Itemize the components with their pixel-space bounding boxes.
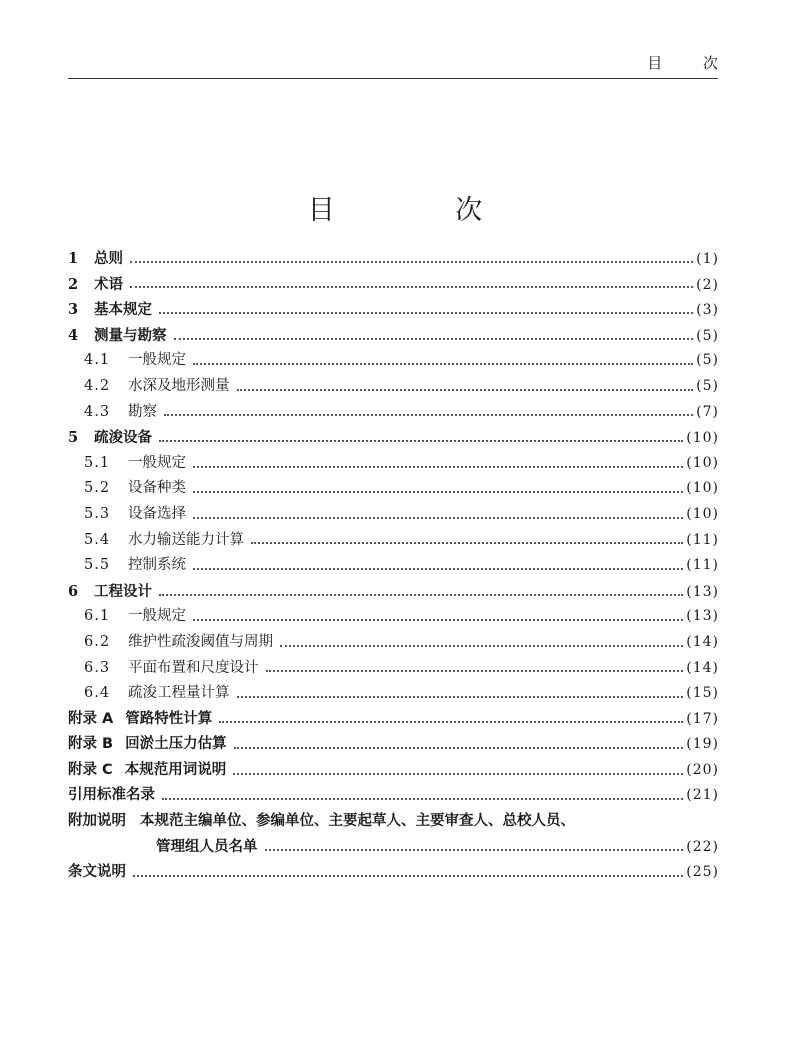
toc-page: (2) xyxy=(696,276,719,293)
toc-page: (10) xyxy=(686,480,719,497)
toc-appendix-entry[interactable] xyxy=(68,758,719,784)
toc-number: 6.2 xyxy=(84,633,111,650)
toc-number: 5.4 xyxy=(84,531,111,548)
leader-dots xyxy=(237,696,684,698)
toc-label: 勘察 xyxy=(128,403,157,420)
toc-appendix-number: 附录 A xyxy=(68,710,114,727)
toc-appendix-entry[interactable] xyxy=(68,707,719,733)
toc-appendix-entry[interactable] xyxy=(68,732,719,758)
leader-dots xyxy=(159,594,683,596)
toc-subentry[interactable] xyxy=(68,476,719,502)
toc-page: (5) xyxy=(696,377,719,394)
toc-page: (19) xyxy=(686,736,719,753)
toc-subentry[interactable] xyxy=(68,502,719,528)
toc-subentry[interactable] xyxy=(68,681,719,707)
leader-dots xyxy=(219,721,683,723)
toc-page: (10) xyxy=(686,430,719,447)
leader-dots xyxy=(193,517,683,519)
leader-dots xyxy=(266,670,684,672)
toc-entry[interactable] xyxy=(68,272,719,298)
toc-number: 2 xyxy=(68,275,79,293)
toc-label: 工程设计 xyxy=(94,583,152,600)
leader-dots xyxy=(265,849,684,851)
toc-label: 控制系统 xyxy=(128,557,186,574)
leader-dots xyxy=(130,286,693,288)
toc-entry-continuation[interactable] xyxy=(68,835,719,861)
toc-number: 5.3 xyxy=(84,505,111,522)
toc-label: 一般规定 xyxy=(128,352,186,369)
leader-dots xyxy=(162,798,683,800)
toc-page: (13) xyxy=(686,608,719,625)
toc-label: 本规范用词说明 xyxy=(124,761,227,778)
toc-page: (3) xyxy=(696,302,719,319)
toc-subentry[interactable] xyxy=(68,451,719,477)
toc-number: 1 xyxy=(68,250,79,267)
toc-label: 管理组人员名单 xyxy=(156,838,258,855)
toc-label: 基本规定 xyxy=(94,302,152,319)
leader-dots xyxy=(193,619,683,621)
toc-number: 5.5 xyxy=(84,557,111,574)
toc-page: (5) xyxy=(696,352,719,369)
toc-label: 引用标准名录 xyxy=(68,787,155,804)
toc-number: 4.2 xyxy=(84,377,111,394)
toc-subentry[interactable] xyxy=(68,528,719,554)
leader-dots xyxy=(251,542,683,544)
leader-dots xyxy=(159,440,683,442)
toc-subentry[interactable] xyxy=(68,630,719,656)
toc-number: 4.1 xyxy=(84,352,111,369)
toc-entry[interactable] xyxy=(68,579,719,605)
toc-page: (11) xyxy=(686,557,719,574)
toc-label: 水深及地形测量 xyxy=(128,377,230,394)
leader-dots xyxy=(193,568,683,570)
leader-dots xyxy=(193,491,683,493)
toc-page: (22) xyxy=(686,838,719,855)
toc-label: 平面布置和尺度设计 xyxy=(128,659,259,676)
toc-label: 术语 xyxy=(94,276,123,293)
toc-page: (7) xyxy=(696,403,719,420)
toc-page: (1) xyxy=(696,251,719,267)
toc-subentry[interactable] xyxy=(68,400,719,426)
table-of-contents xyxy=(68,246,719,886)
toc-subentry[interactable] xyxy=(68,348,719,374)
toc-entry[interactable] xyxy=(68,246,719,272)
toc-page: (25) xyxy=(686,864,719,881)
toc-label: 维护性疏浚阈值与周期 xyxy=(128,633,273,650)
toc-page: (10) xyxy=(686,505,719,522)
toc-page: (15) xyxy=(686,685,719,702)
toc-label: 疏浚工程量计算 xyxy=(128,685,230,702)
toc-page: (21) xyxy=(686,787,719,804)
leader-dots xyxy=(193,363,693,365)
leader-dots xyxy=(130,261,693,263)
toc-entry[interactable] xyxy=(68,323,719,349)
toc-number: 5.2 xyxy=(84,480,111,497)
toc-label: 管路特性计算 xyxy=(125,710,213,727)
leader-dots xyxy=(164,414,693,416)
leader-dots xyxy=(280,645,683,647)
toc-page: (14) xyxy=(686,659,719,676)
toc-number: 6.1 xyxy=(84,608,111,625)
toc-entry-additional-notes[interactable] xyxy=(68,809,719,835)
toc-label: 一般规定 xyxy=(128,454,186,471)
leader-dots xyxy=(133,875,683,877)
toc-subentry[interactable] xyxy=(68,656,719,682)
leader-dots xyxy=(234,747,684,749)
toc-label: 测量与勘察 xyxy=(94,327,167,344)
toc-subentry[interactable] xyxy=(68,604,719,630)
toc-subentry[interactable] xyxy=(68,553,719,579)
toc-entry[interactable] xyxy=(68,783,719,809)
toc-entry[interactable] xyxy=(68,297,719,323)
toc-label: 一般规定 xyxy=(128,608,186,625)
toc-page: (14) xyxy=(686,633,719,650)
toc-label: 回淤土压力估算 xyxy=(125,736,227,753)
toc-appendix-number: 附录 B xyxy=(68,736,114,753)
toc-page: (13) xyxy=(686,583,719,600)
toc-number: 6 xyxy=(68,582,79,600)
toc-label: 疏浚设备 xyxy=(94,430,152,447)
toc-page: (11) xyxy=(686,531,719,548)
leader-dots xyxy=(233,773,683,775)
toc-number: 6.4 xyxy=(84,685,111,702)
toc-page: (17) xyxy=(686,710,719,727)
leader-dots xyxy=(159,312,693,314)
leader-dots xyxy=(193,466,683,468)
toc-label: 总则 xyxy=(94,251,123,267)
running-header: 目 次 xyxy=(647,54,736,72)
toc-label: 水力输送能力计算 xyxy=(128,531,244,548)
toc-page: (20) xyxy=(686,761,719,778)
toc-entry[interactable] xyxy=(68,860,719,886)
toc-entry[interactable] xyxy=(68,425,719,451)
toc-number: 5 xyxy=(68,429,79,447)
toc-label: 设备选择 xyxy=(128,505,186,522)
header-rule xyxy=(68,78,718,79)
leader-dots xyxy=(237,389,694,391)
toc-number: 6.3 xyxy=(84,659,111,676)
toc-page: (10) xyxy=(686,454,719,471)
leader-dots xyxy=(174,338,694,340)
toc-heading: 附加说明 xyxy=(68,813,126,830)
toc-number: 3 xyxy=(68,301,79,319)
toc-appendix-number: 附录 C xyxy=(68,761,113,778)
toc-subentry[interactable] xyxy=(68,374,719,400)
toc-number: 5.1 xyxy=(84,454,111,471)
toc-label: 条文说明 xyxy=(68,864,126,881)
toc-page: (5) xyxy=(696,327,719,344)
page-title: 目 次 xyxy=(307,195,539,226)
toc-label: 本规范主编单位、参编单位、主要起草人、主要审查人、总校人员、 xyxy=(140,813,575,830)
toc-label: 设备种类 xyxy=(128,480,186,497)
toc-number: 4.3 xyxy=(84,403,111,420)
toc-number: 4 xyxy=(68,326,79,344)
